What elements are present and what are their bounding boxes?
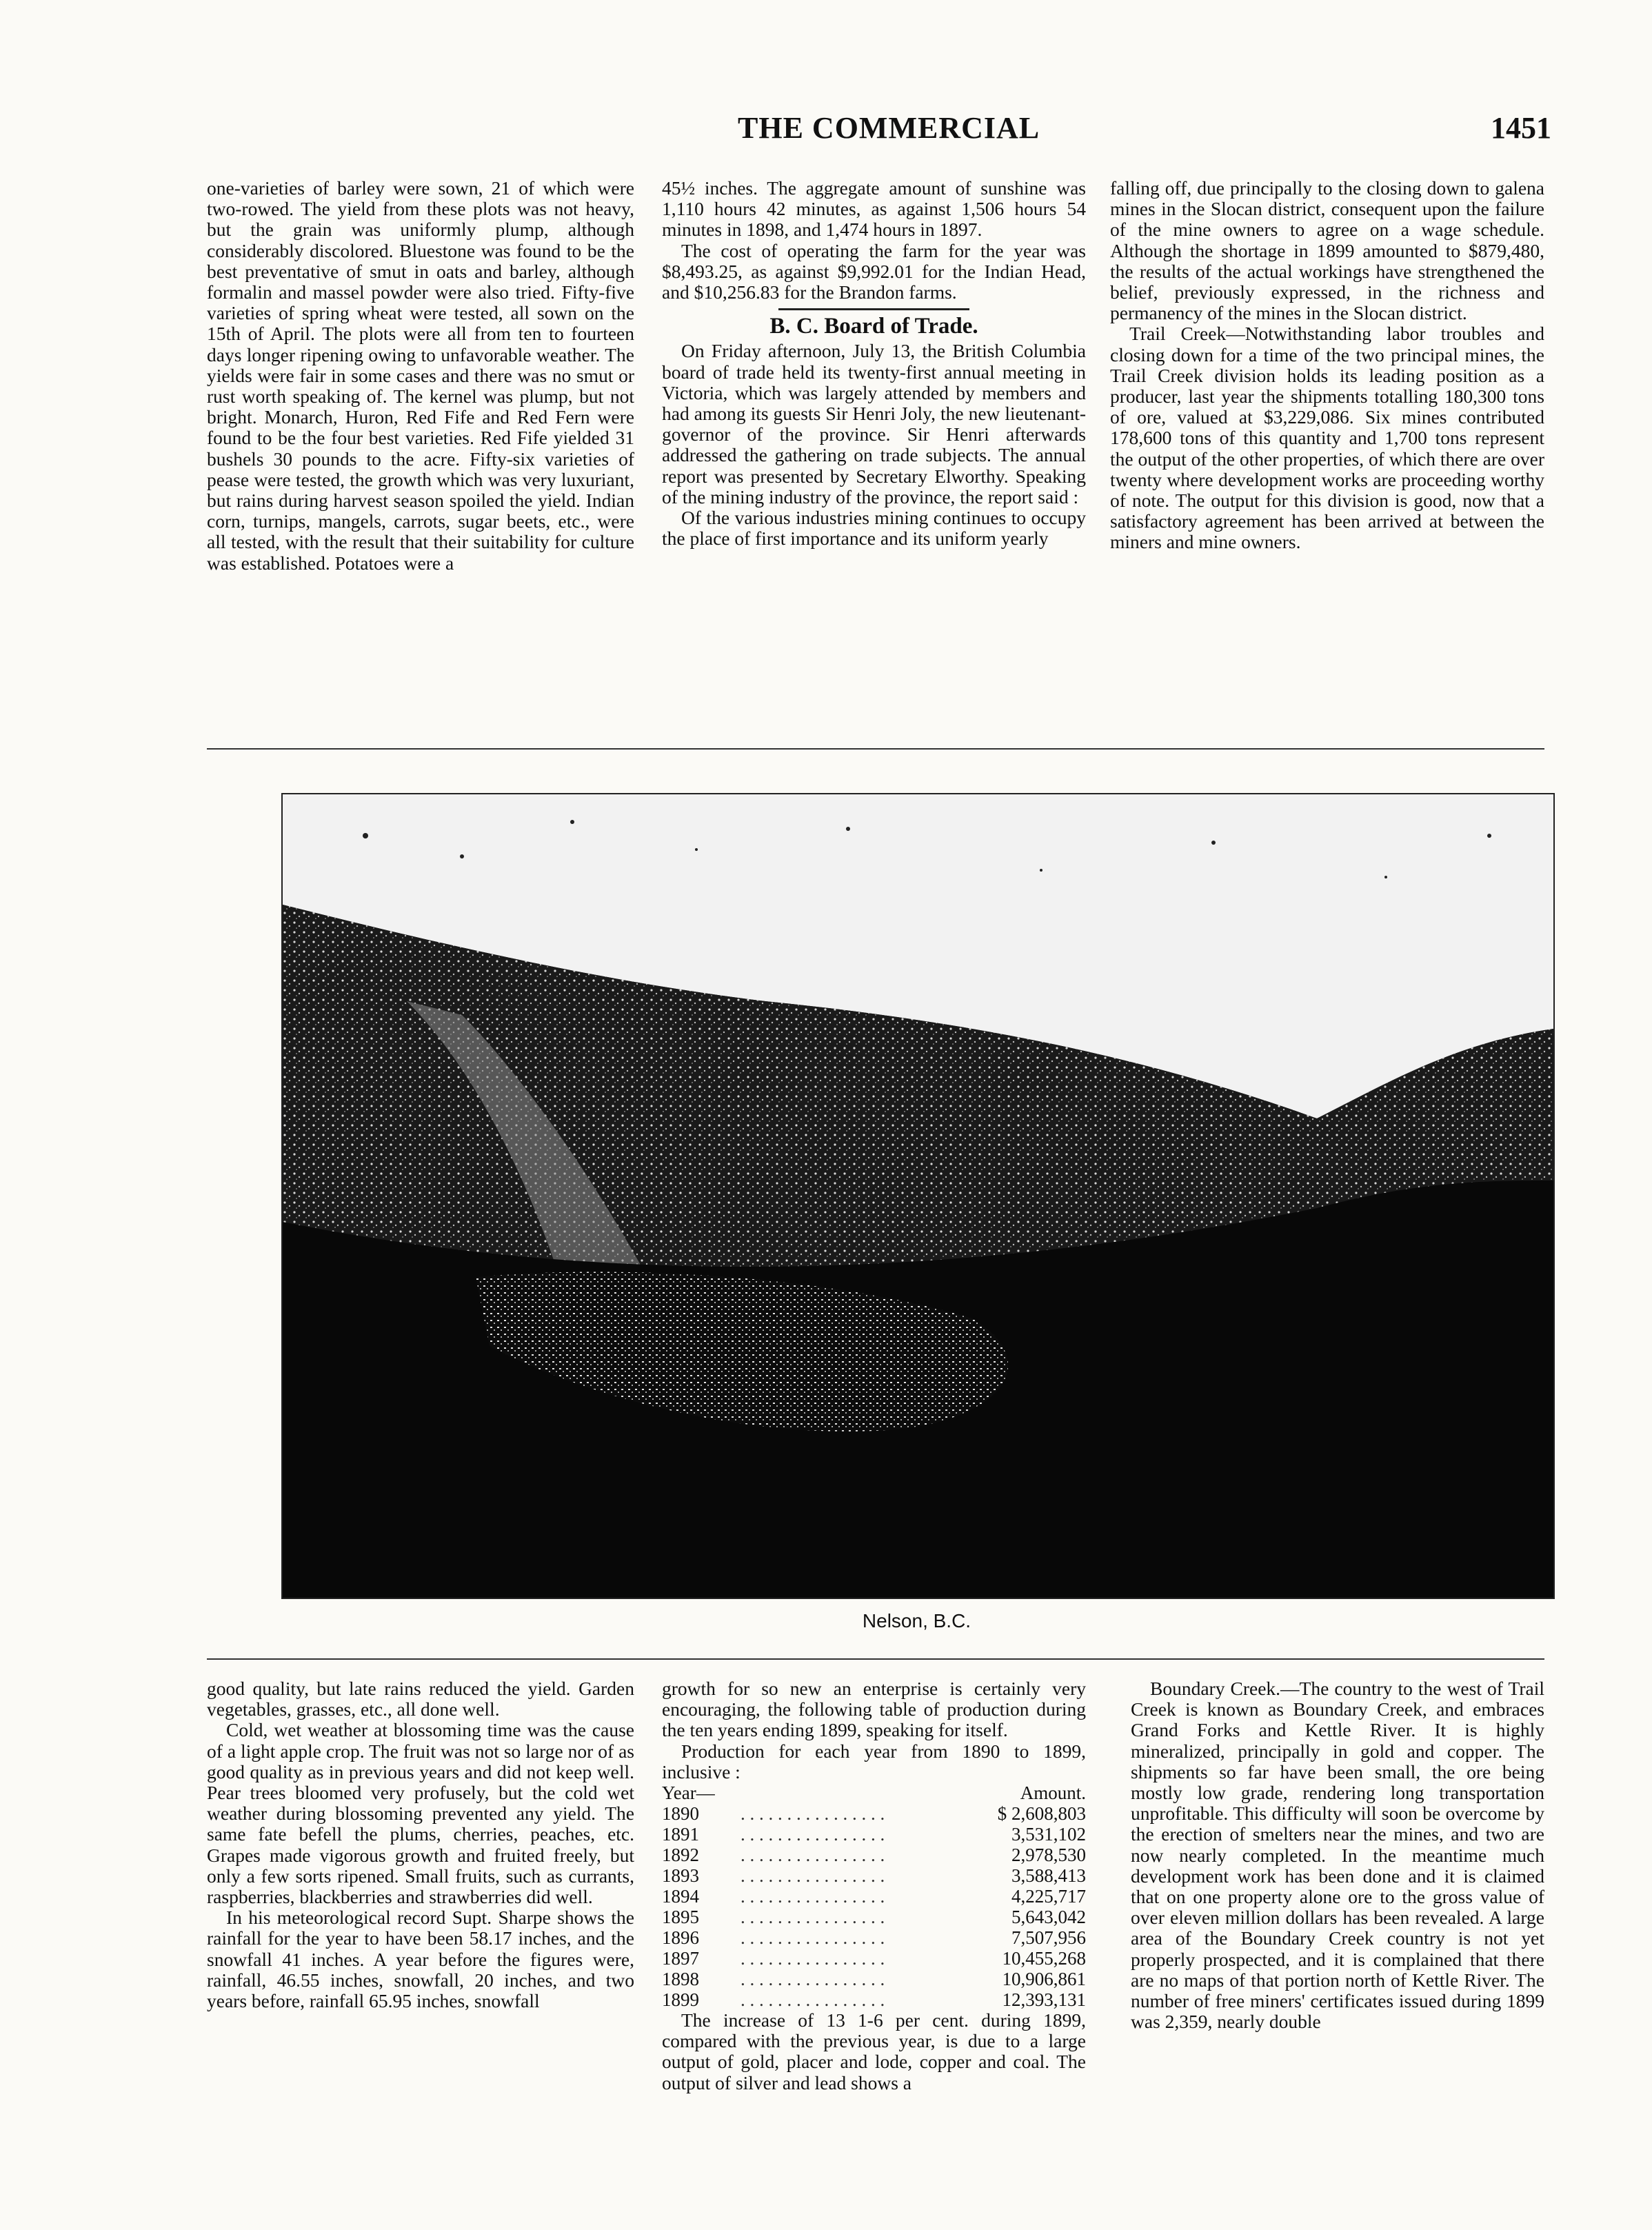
table-row: 1895 . . . . . . . . . . . . . . . . 5,643,042 — [662, 1907, 1086, 1928]
column-5 — [662, 1678, 1086, 2093]
amount-cell: 5,643,042 — [1011, 1907, 1086, 1928]
section-divider — [778, 308, 969, 310]
table-row: 1899 . . . . . . . . . . . . . . . . 12,393,131 — [662, 1989, 1086, 2011]
table-row: 1893 . . . . . . . . . . . . . . . . 3,588,413 — [662, 1865, 1086, 1887]
year-cell: 1890 — [662, 1803, 699, 1825]
year-cell: 1899 — [662, 1989, 699, 2011]
bottom-section-rule — [207, 1658, 1544, 1660]
publication-title: THE COMMERCIAL — [738, 111, 1040, 145]
amount-header: Amount. — [1020, 1782, 1086, 1804]
paragraph: 45½ inches. The aggregate amount of sunshine was 1,110 hours 42 minutes, as against 1,506 hours 54 minutes in 1898, and 1,474 hours in 1897. — [662, 177, 1086, 241]
year-cell: 1892 — [662, 1845, 699, 1866]
table-row: 1897 . . . . . . . . . . . . . . . . 10,455,268 — [662, 1948, 1086, 1969]
production-table — [662, 1782, 1086, 2010]
amount-cell: $ 2,608,803 — [997, 1803, 1086, 1825]
column-3 — [1110, 178, 1544, 553]
year-cell: 1895 — [662, 1907, 699, 1928]
year-cell: 1898 — [662, 1969, 699, 1990]
year-cell: 1896 — [662, 1927, 699, 1949]
nelson-photograph — [281, 793, 1555, 1599]
photo-caption: Nelson, B.C. — [862, 1610, 971, 1631]
paragraph: good quality, but late rains reduced the yield. Garden vegetables, grasses, etc., all done well. — [207, 1678, 634, 1720]
paragraph: Production for each year from 1890 to 1899, inclusive : — [662, 1740, 1086, 1782]
paragraph: The increase of 13 1-6 per cent. during 1899, compared with the previous year, is due to a large output of gold, placer and lode, copper and coal. The output of silver and lead shows a — [662, 2009, 1086, 2093]
amount-cell: 3,531,102 — [1011, 1824, 1086, 1845]
paragraph: In his meteorological record Supt. Sharpe shows the rainfall for the year to have been 58.17 inches, and the snowfall 41 inches. A year before the figures were, rainfall, 46.55 inches, snowfall, 20 inches, and two years before, rainfall 65.95 inches, snowfall — [207, 1907, 634, 2012]
column-2 — [662, 178, 1086, 549]
amount-cell: 12,393,131 — [1002, 1989, 1086, 2011]
paragraph: Boundary Creek.—The country to the west of Trail Creek is known as Boundary Creek, and embraces Grand Forks and Kettle River. It is highly mineralized, principally in gold and copper. The shipments so far have been small, the ore being mostly low grade, rendering long transportation unprofitable. This difficulty will soon be overcome by the erection of smelters near the mines, and two are now nearly completed. In the meantime much development work has been done and it is claimed that on one property alone ore to the gross value of over eleven million dollars has been revealed. A large area of the Boundary Creek country is not yet properly prospected, and it is complained that there are no maps of that portion north of Kettle River. The number of free miners' certificates issued during 1899 was 2,359, nearly double — [1131, 1678, 1544, 2033]
year-header: Year— — [662, 1782, 715, 1804]
amount-cell: 4,225,717 — [1011, 1886, 1086, 1907]
table-row: 1896 . . . . . . . . . . . . . . . . 7,507,956 — [662, 1927, 1086, 1949]
paragraph: Of the various industries mining continues to occupy the place of first importance and its uniform yearly — [662, 507, 1086, 550]
year-cell: 1891 — [662, 1824, 699, 1845]
paragraph: falling off, due principally to the closing down to galena mines in the Slocan district, consequent upon the failure of the mine owners to agree on a wage schedule. Although the shortage in 1899 amounted to $879,480, the results of the actual workings have strengthened the belief, previously expressed, in the richness and permanency of the mines in the Slocan district. — [1110, 177, 1544, 324]
table-row: 1894 . . . . . . . . . . . . . . . . 4,225,717 — [662, 1886, 1086, 1907]
amount-cell: 2,978,530 — [1011, 1845, 1086, 1866]
column-1 — [207, 178, 634, 574]
top-section-rule — [207, 748, 1544, 750]
table-row: 1892 . . . . . . . . . . . . . . . . 2,978,530 — [662, 1845, 1086, 1866]
section-heading: B. C. Board of Trade. — [769, 314, 978, 339]
amount-cell: 10,455,268 — [1002, 1948, 1086, 1969]
paragraph: On Friday afternoon, July 13, the British Columbia board of trade held its twenty-first annual meeting in Victoria, which was largely attended by members and had among its guests Sir Henri Joly, the new lieutenant-governor of the province. Sir Henri afterwards addressed the gathering on trade subjects. The annual report was presented by Secretary Elworthy. Speaking of the mining industry of the province, the report said : — [662, 340, 1086, 508]
table-row: 1890 . . . . . . . . . . . . . . . . $ 2,608,803 — [662, 1803, 1086, 1825]
landscape-image — [283, 794, 1553, 1598]
amount-cell: 7,507,956 — [1011, 1927, 1086, 1949]
paragraph: Cold, wet weather at blossoming time was the cause of a light apple crop. The fruit was not so large nor of as good quality as in previous years and did not keep well. Pear trees bloomed very profusely, but the cold wet weather during blossoming prevented any yield. The same fate befell the plums, cherries, peaches, etc. Grapes made vigorous growth and fruited freely, but only a few sorts ripened. Small fruits, such as currants, raspberries, blackberries and strawberries did well. — [207, 1719, 634, 1908]
paragraph: growth for so new an enterprise is certainly very encouraging, the following table of production during the ten years ending 1899, speaking for itself. — [662, 1678, 1086, 1741]
amount-cell: 3,588,413 — [1011, 1865, 1086, 1887]
table-row: 1898 . . . . . . . . . . . . . . . . 10,906,861 — [662, 1969, 1086, 1990]
paragraph: The cost of operating the farm for the year was $8,493.25, as against $9,992.01 for the Indian Head, and $10,256.83 for the Brandon farms. — [662, 239, 1086, 303]
year-cell: 1894 — [662, 1886, 699, 1907]
column-4 — [207, 1678, 634, 2011]
year-cell: 1893 — [662, 1865, 699, 1887]
table-row: 1891 . . . . . . . . . . . . . . . . 3,531,102 — [662, 1824, 1086, 1845]
page-number: 1451 — [1491, 111, 1551, 145]
table-header-row — [662, 1782, 1086, 1803]
paragraph: Trail Creek—Notwithstanding labor troubles and closing down for a time of the two principal mines, the Trail Creek division holds its leading position as a producer, last year the shipments totalling 180,300 tons of ore, valued at $3,229,086. Six mines contributed 178,600 tons of this quantity and 1,700 tons represent the output of the other properties, of which there are over twenty where development works are proceeding worthy of note. The output for this division is good, now that a satisfactory agreement has been arrived at between the miners and mine owners. — [1110, 323, 1544, 553]
amount-cell: 10,906,861 — [1002, 1969, 1086, 1990]
column-6 — [1131, 1678, 1544, 2032]
page-header — [738, 110, 1551, 152]
paragraph: one-varieties of barley were sown, 21 of which were two-rowed. The yield from these plots was not heavy, but the grain was uniformly plump, although considerably discolored. Bluestone was found to be the best preventative of smut in oats and barley, although formalin and massel powder were also tried. Fifty-five varieties of spring wheat were tested, all sown on the 15th of April. The plots were all from ten to fourteen days longer ripening owing to unfavorable weather. The yields were fair in some cases and there was no smut or rust worth speaking of. The kernel was plump, but not bright. Monarch, Huron, Red Fife and Red Fern were found to be the four best varieties. Red Fife yielded 31 bushels 30 pounds to the acre. Fifty-six varieties of pease were tested, the growth which was very luxuriant, but rains during harvest season spoiled the yield. Indian corn, turnips, mangels, carrots, sugar beets, etc., were all tested, with the result that their suitability for culture was established. Potatoes were a — [207, 177, 634, 574]
year-cell: 1897 — [662, 1948, 699, 1969]
